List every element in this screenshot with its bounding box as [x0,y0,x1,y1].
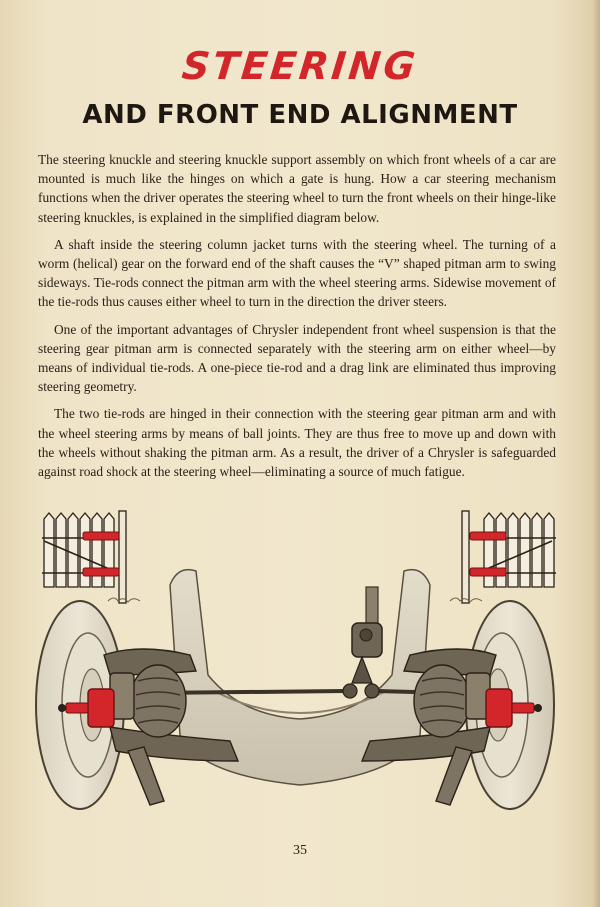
tie-rods [150,691,452,693]
paragraph-4: The two tie-rods are hinged in their connection with the steering gear pitman arm and with the wheel steering arms by means of ball joints. They are thus free to move up and down with the wheels without shaking the pitman arm. As a result, the driver of a Chrysler is safeguarded against road shock at the steering wheel—eliminating a source of much fatigue. [38,406,556,480]
left-gate-icon [42,511,140,603]
paragraph-3: One of the important advantages of Chrysler independent front wheel suspension is that the steering gear pitman arm is connected separately with the steering arm on either wheel—by means of individual tie-rods. A one-piece tie-rod and a drag link are eliminated thus improving steering geometry. [38,321,556,395]
page-title: STEERING [179,44,421,88]
paragraph-2: A shaft inside the steering column jacket turns with the steering wheel. The turning of a worm (helical) gear on the forward end of the shaft causes the “V” shaped pitman arm to swing sideways. Tie-rods connect the pitman arm with the wheel steering arms. Sidewise movement of the tie-rods thus causes either wheel to turn in the direction the driver steers. [38,236,556,310]
right-gate-icon [450,511,556,603]
page-subtitle: AND FRONT END ALIGNMENT [82,100,518,130]
steering-gear-box [352,587,382,683]
body-text [38,150,556,489]
paragraph-1: The steering knuckle and steering knuckle support assembly on which front wheels of a car are mounted is much like the hinges on which a gate is hung. How a car steering mechanism functions when the driver operates the steering wheel to turn the front wheels on their hinge-like steering knuckles, is explained in the simplified diagram below. [38,152,556,225]
page-number: 35 [293,843,307,858]
steering-diagram-illustration [0,505,600,835]
